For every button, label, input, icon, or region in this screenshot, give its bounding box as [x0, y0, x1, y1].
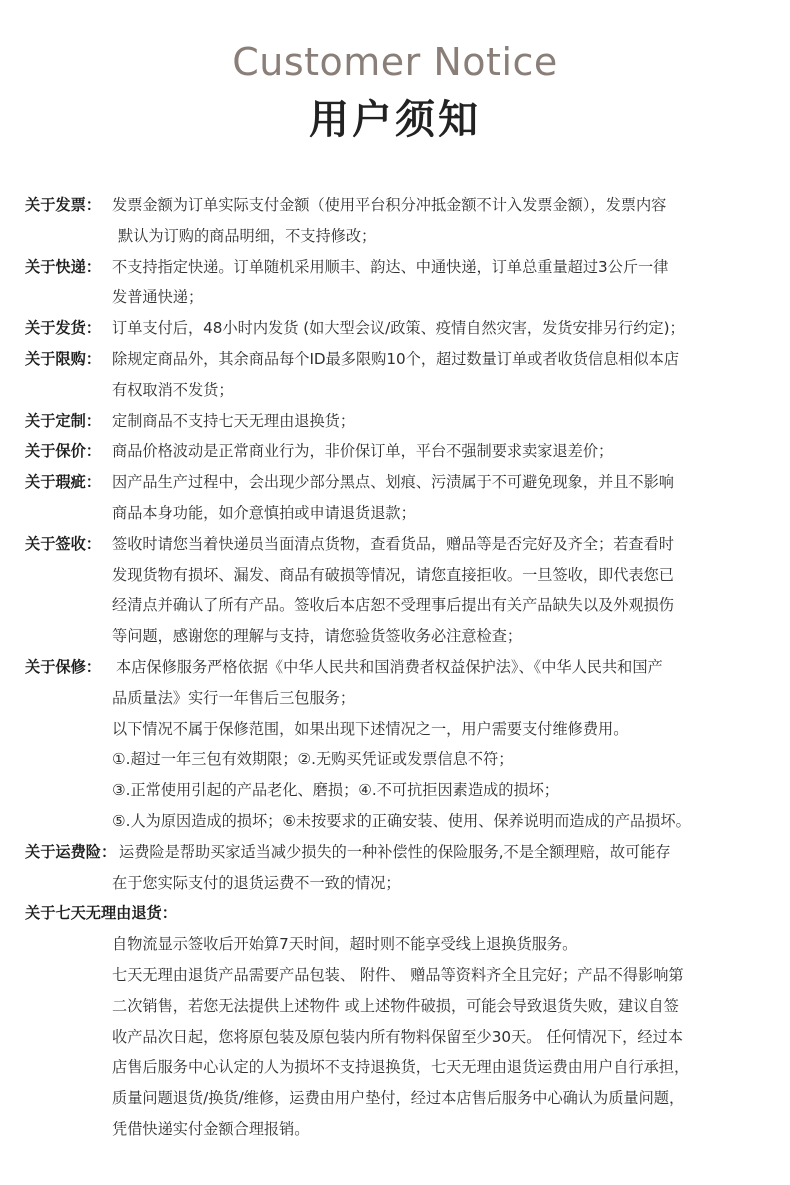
notice-text-line — [0, 993, 790, 1019]
notice-label: 关于限购： — [25, 349, 101, 368]
notice-label: 关于保价： — [25, 442, 101, 461]
notice-label: 关于七天无理由退货： — [25, 904, 177, 923]
notice-text-line — [0, 870, 790, 896]
notice-item-custom — [0, 408, 790, 434]
notice-text-line — [0, 962, 790, 988]
notice-text: ⑤.人为原因造成的损坏；⑥未按要求的正确安装、使用、保养说明而造成的产品损坏。 — [112, 811, 691, 830]
notice-text-line — [0, 931, 790, 957]
notice-text-line — [0, 592, 790, 618]
notice-text-line — [0, 716, 790, 742]
notice-text: 不支持指定快递。订单随机采用顺丰、韵达、中通快递，订单总重量超过3公斤一律 — [112, 257, 669, 276]
notice-text: 二次销售，若您无法提供上述物件 或上述物件破损，可能会导致退货失败，建议自签 — [112, 996, 679, 1015]
page-title-chinese: 用户须知 — [309, 97, 481, 143]
notice-label: 关于定制： — [25, 411, 101, 430]
notice-text-line — [0, 746, 790, 772]
notice-text: ①.超过一年三包有效期限；②.无购买凭证或发票信息不符； — [112, 750, 514, 769]
notice-text-line — [0, 284, 790, 310]
notice-text: 发票金额为订单实际支付金额（使用平台积分冲抵金额不计入发票金额），发票内容 — [112, 196, 667, 214]
notice-label: 关于发票： — [25, 196, 101, 214]
notice-text: 在于您实际支付的退货运费不一致的情况； — [112, 873, 401, 892]
notice-text: 发普通快递； — [112, 288, 204, 307]
page-title-english: Customer Notice — [232, 40, 558, 84]
notice-text-line — [0, 223, 790, 249]
notice-text: 因产品生产过程中，会出现少部分黑点、划痕、污渍属于不可避免现象，并且不影响 — [112, 473, 674, 492]
notice-text: 运费险是帮助买家适当减少损失的一种补偿性的保险服务,不是全额理赔，故可能存 — [119, 842, 671, 861]
notice-item-invoice — [0, 192, 790, 218]
notice-text-line — [0, 777, 790, 803]
notice-label: 关于运费险： — [25, 842, 117, 861]
notice-text-line — [0, 1024, 790, 1050]
notice-text: 经清点并确认了所有产品。签收后本店恕不受理事后提出有关产品缺失以及外观损伤 — [112, 596, 674, 615]
notice-text: 凭借快递实付金额合理报销。 — [112, 1119, 310, 1138]
notice-text: ③.正常使用引起的产品老化、磨损；④.不可抗拒因素造成的损坏； — [112, 781, 559, 800]
notice-text-line — [0, 500, 790, 526]
notice-text: 自物流显示签收后开始算7天时间，超时则不能享受线上退换货服务。 — [112, 935, 578, 954]
notice-text-line — [0, 1116, 790, 1142]
notice-item-shipping-insurance — [0, 839, 790, 865]
notice-text: 七天无理由退货产品需要产品包装、 附件、 赠品等资料齐全且完好；产品不得影响第 — [112, 965, 684, 984]
notice-list — [0, 192, 790, 1147]
notice-text-line — [0, 623, 790, 649]
notice-text-line — [0, 1085, 790, 1111]
notice-item-seven-day-return — [0, 900, 790, 926]
notice-text-line — [0, 685, 790, 711]
notice-item-price-protection — [0, 438, 790, 464]
notice-text: 品质量法》实行一年售后三包服务； — [112, 688, 355, 707]
notice-item-defects — [0, 469, 790, 495]
notice-text: 定制商品不支持七天无理由退换货； — [112, 411, 355, 430]
notice-label: 关于保修： — [25, 657, 101, 676]
notice-item-signing — [0, 531, 790, 557]
notice-text: 默认为订购的商品明细，不支持修改； — [118, 226, 377, 245]
notice-label: 关于发货： — [25, 319, 101, 338]
notice-text: 除规定商品外，其余商品每个ID最多限购10个，超过数量订单或者收货信息相似本店 — [112, 349, 680, 368]
notice-text: 本店保修服务严格依据《中华人民共和国消费者权益保护法》、《中华人民共和国产 — [116, 657, 663, 676]
notice-label: 关于瑕疵： — [25, 473, 101, 492]
notice-text: 有权取消不发货； — [112, 380, 234, 399]
notice-text: 签收时请您当着快递员当面清点货物，查看货品，赠品等是否完好及齐全；若查看时 — [112, 534, 674, 553]
notice-text-line — [0, 562, 790, 588]
notice-item-warranty — [0, 654, 790, 680]
notice-text: 店售后服务中心认定的人为损坏不支持退换货，七天无理由退货运费由用户自行承担， — [112, 1058, 690, 1077]
notice-item-purchase-limit — [0, 346, 790, 372]
notice-text-line — [0, 808, 790, 834]
notice-text: 订单支付后，48小时内发货 (如大型会议/政策、疫情自然灾害，发货安排另行约定)； — [112, 319, 685, 338]
notice-label: 关于签收： — [25, 534, 101, 553]
notice-item-express — [0, 254, 790, 280]
notice-text-line — [0, 1054, 790, 1080]
notice-text: 质量问题退货/换货/维修，运费由用户垫付，经过本店售后服务中心确认为质量问题， — [112, 1089, 685, 1108]
notice-text: 等问题，感谢您的理解与支持，请您验货签收务必注意检查； — [112, 627, 523, 646]
notice-text: 商品价格波动是正常商业行为，非价保订单，平台不强制要求卖家退差价； — [112, 442, 614, 461]
notice-text-line — [0, 377, 790, 403]
notice-text: 以下情况不属于保修范围，如果出现下述情况之一，用户需要支付维修费用。 — [112, 719, 629, 738]
notice-item-shipping — [0, 315, 790, 341]
notice-text: 商品本身功能，如介意慎拍或申请退货退款； — [112, 503, 416, 522]
notice-text: 收产品次日起，您将原包装及原包装内所有物料保留至少30天。 任何情况下，经过本 — [112, 1027, 683, 1046]
notice-label: 关于快递： — [25, 257, 101, 276]
notice-text: 发现货物有损坏、漏发、商品有破损等情况，请您直接拒收。一旦签收，即代表您已 — [112, 565, 674, 584]
